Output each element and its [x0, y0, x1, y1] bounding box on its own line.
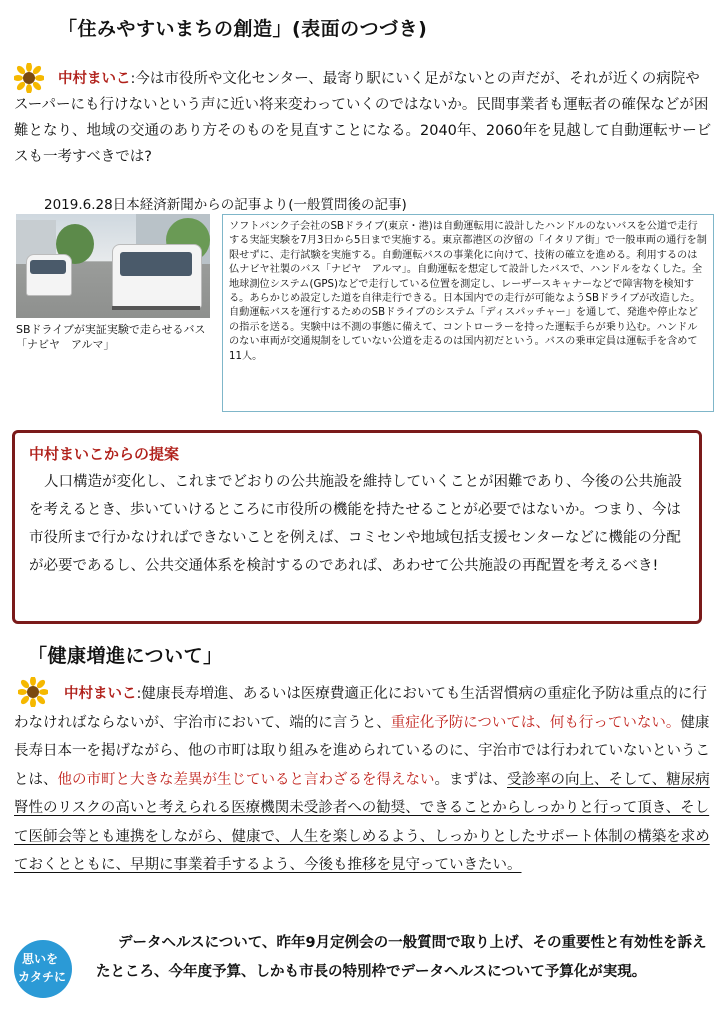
- photo-caption-line1: SBドライブが実証実験で走らせるバス: [16, 323, 206, 336]
- closing-paragraph: データヘルスについて、昨年9月定例会の一般質問で取り上げ、その重要性と有効性を訴えたところ、今年度予算、しかも市長の特別枠でデータヘルスについて予算化が実現。: [96, 935, 707, 980]
- photo-caption-line2: 「ナビヤ アルマ」: [16, 338, 115, 351]
- bus-photo: [16, 214, 210, 318]
- section-title-town: 「住みやすいまちの創造」(表面のつづき): [58, 18, 428, 40]
- section2-text-3: 。まずは、: [434, 771, 507, 788]
- section2-highlight-1: 重症化予防については、何も行っていない。: [390, 714, 681, 731]
- proposal-title: 中村まいこからの提案: [29, 445, 180, 463]
- article-source: 2019.6.28日本経済新聞からの記事より(一般質問後の記事): [44, 197, 407, 213]
- section1-paragraph: [14, 66, 714, 170]
- news-article-box: [222, 214, 714, 412]
- photo-caption: [16, 322, 206, 352]
- section-title-health: 「健康増進について」: [28, 645, 223, 667]
- speaker-name: 中村まいこ: [58, 71, 131, 87]
- section2-underlined-text: 受診率の向上、そして、糖尿病腎性のリスクの高いと考えられる医療機関未受診者への勧奨、できることからしっかりと行って頂き、そして医師会等とも連携をしながら、健康で、人生を楽しめるよう、しっかりとしたサポート体制の構築を求めておくとともに、早期に事業着手するよう、今後も推移を見守っていきたい。: [14, 771, 710, 873]
- section2-paragraph: [14, 680, 714, 880]
- proposal-box: [12, 430, 702, 624]
- news-article-text: ソフトバンク子会社のSBドライブ(東京・港)は自動運転用に設計したハンドルのないバスを公道で走行する実証実験を7月3日から5日まで実施する。東京都港区の汐留の「イタリア街」で一般車両の通行を制限せずに、走行試験を実施する。自動運転バスの事業化に向けて、技術の確立を進める。利用するのは仏ナビヤ社製のバス「ナビヤ アルマ」。自動運転を想定して設計したバスで、ハンドルをなくした。全地球測位システム(GPS)などで走行している位置を測定し、レーザースキャナーなどで障害物を検知する。あらかじめ設定した道を自律走行できる。日本国内での走行が可能なようSBドライブが改造した。自動運転バスを運行するためのSBドライブのシステム「ディスパッチャー」を通して、発進や停止などの指示を送る。実験中は不測の事態に備えて、コントローラーを持った運転手らが乗り込む。ハンドルのない車両が交通規制をしていない公道を走るのは国内初だという。バスの乗車定員は運転手を含めて11人。: [229, 221, 707, 362]
- logo-line2: カタチに: [18, 970, 67, 984]
- section1-text: :今は市役所や文化センター、最寄り駅にいく足がないとの声だが、それが近くの病院やスーパーにも行けないという声に近い将来変わっていくのではないか。民間事業者も運転者の確保などが困難となり、地域の交通のあり方そのものを見直すことになる。2040年、2060年を見越して自動運転サービスも一考すべきでは?: [14, 71, 712, 165]
- omoi-wo-katachi-logo: [14, 940, 72, 998]
- proposal-text: 人口構造が変化し、これまでどおりの公共施設を維持していくことが困難であり、今後の公共施設を考えるとき、歩いていけるところに市役所の機能を持たせることが必要ではないか。つまり、今は市役所まで行かなければできないことを例えば、コミセンや地域包括支援センターなどに機能の分配が必要であるし、公共交通体系を検討するのであれば、あわせて公共施設の再配置を考えるべき!: [29, 474, 682, 574]
- speaker-name: 中村まいこ: [64, 686, 137, 702]
- logo-line1: 思いを: [22, 952, 59, 966]
- section2-text-2: 健康長寿日本一を掲げながら、他の市町は取り組みを進められているのに、宇治市では行われていないということは、: [14, 714, 710, 788]
- section2-highlight-2: 他の市町と大きな差異が生じていると言わざるを得えない: [57, 771, 435, 788]
- section2-text-1: :健康長寿増進、あるいは医療費適正化においても生活習慣病の重症化予防は重点的に行わなければならないが、宇治市において、端的に言うと、: [14, 686, 707, 731]
